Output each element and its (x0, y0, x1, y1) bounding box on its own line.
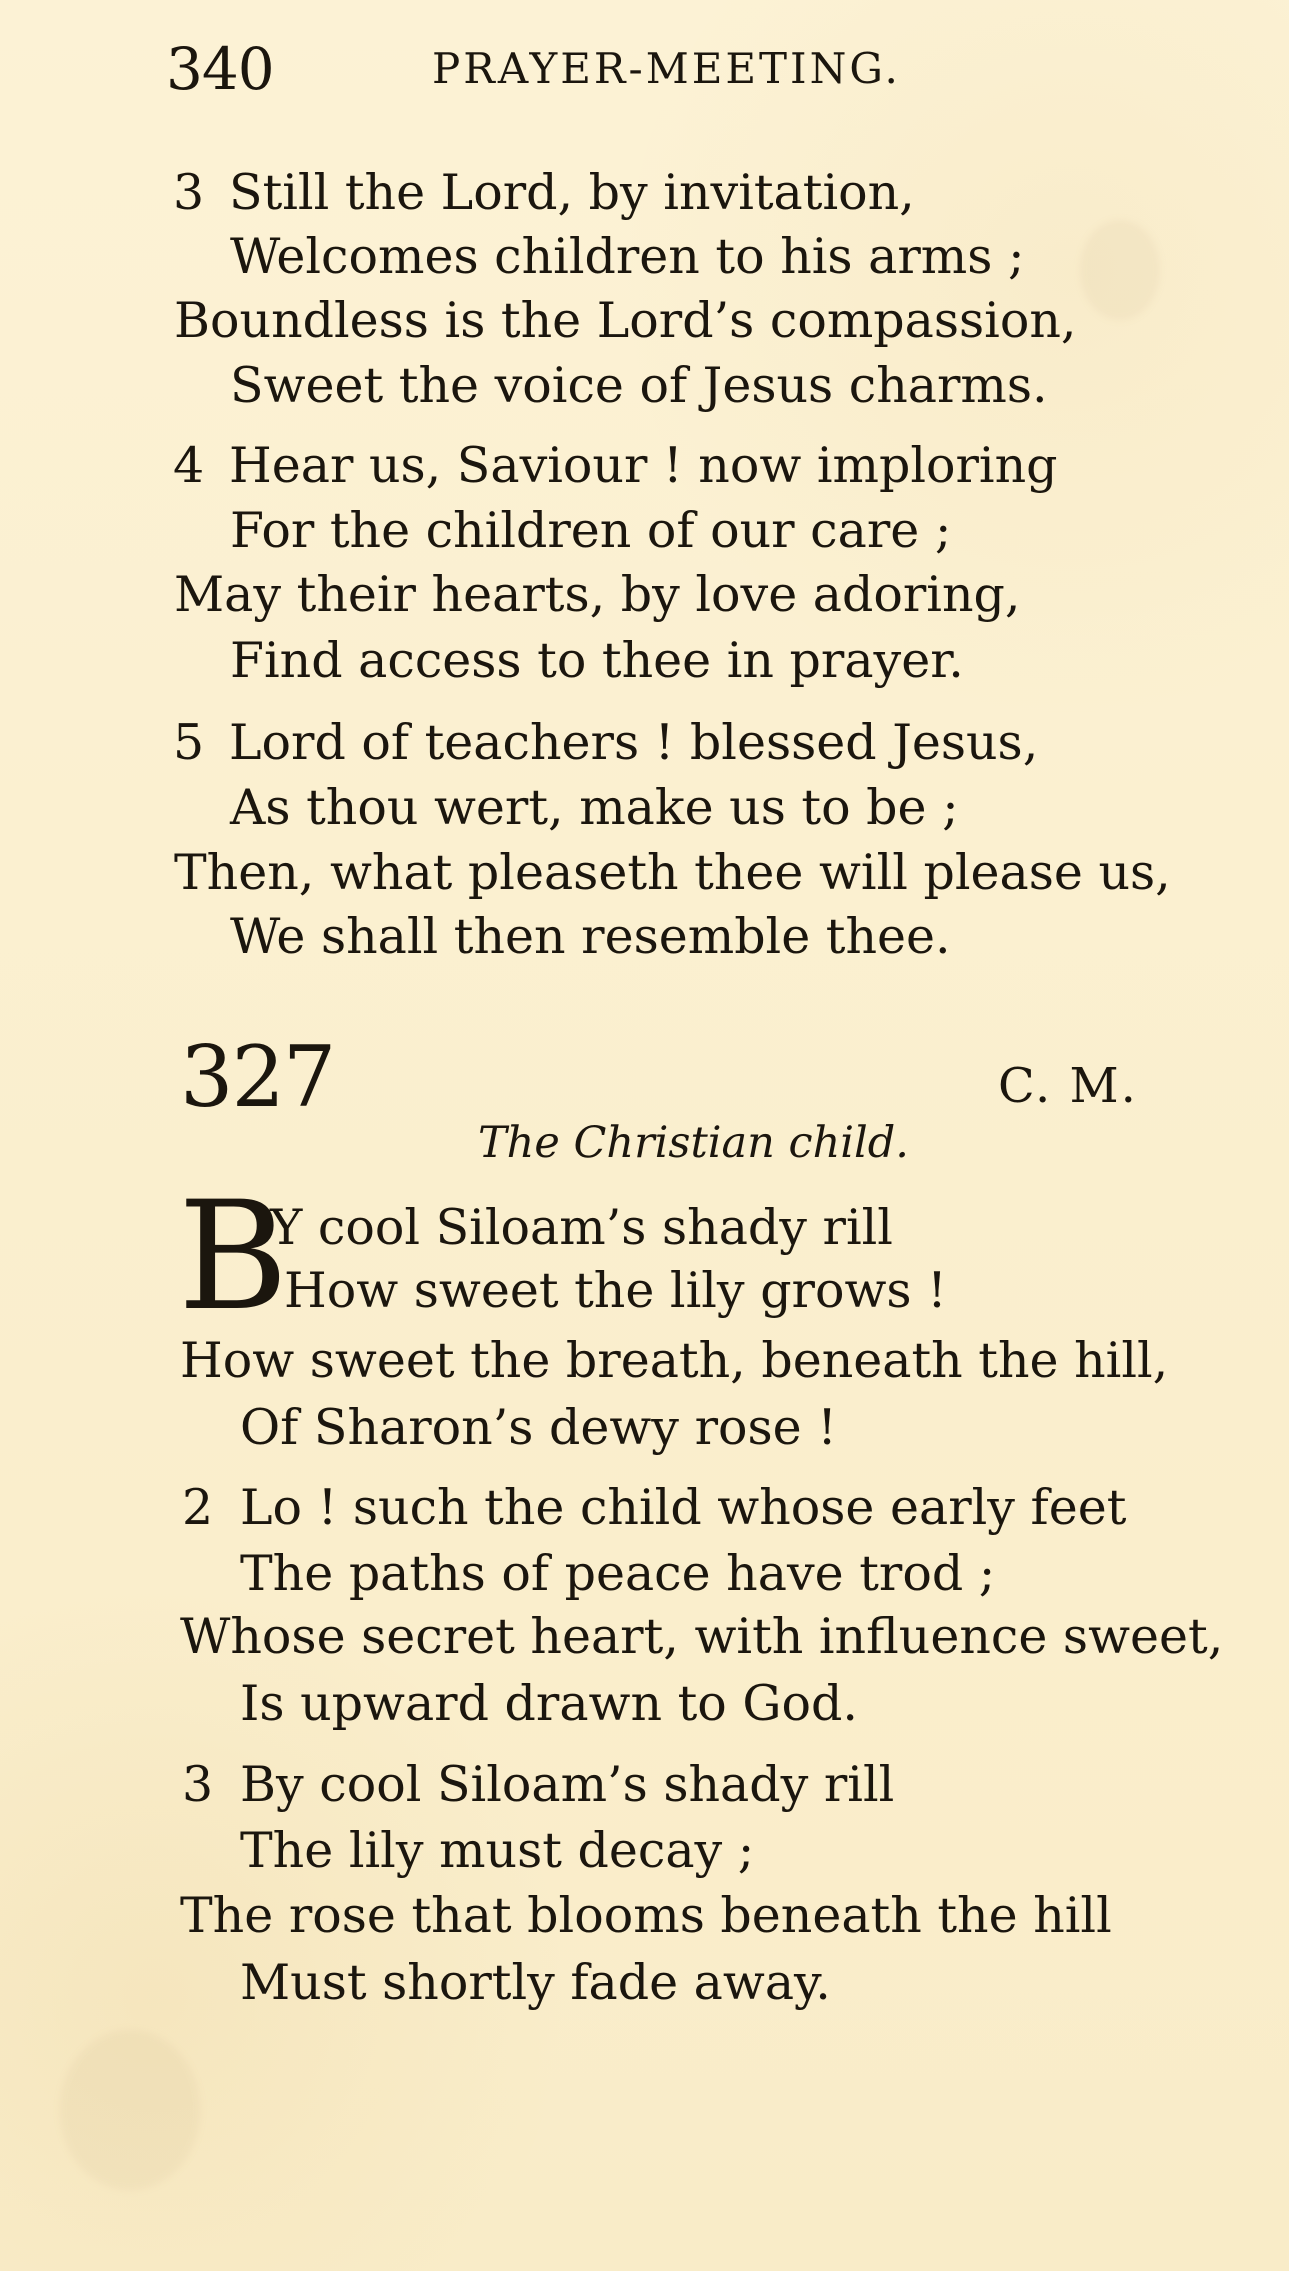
hymn-number: 327 (180, 1028, 335, 1126)
hymn-327-stanza-2-line-4: Is upward drawn to God. (240, 1675, 858, 1732)
page-number: 340 (166, 35, 274, 103)
stanza-number: 5 (173, 714, 205, 771)
hymn-327-stanza-3-line-3: The rose that blooms beneath the hill (180, 1887, 1112, 1944)
hymn-327-stanza-3-line-4: Must shortly fade away. (240, 1954, 831, 2011)
stanza-4-line-4: Find access to thee in prayer. (230, 632, 964, 689)
stanza-3-line-4: Sweet the voice of Jesus charms. (230, 357, 1048, 414)
stanza-3-line-2: Welcomes children to his arms ; (230, 228, 1025, 285)
stanza-4-line-3: May their hearts, by love adoring, (174, 566, 1021, 623)
paper-stain (60, 2030, 200, 2190)
hymn-327-line-1: Y cool Siloam’s shady rill (270, 1199, 893, 1256)
stanza-number: 4 (173, 437, 205, 494)
stanza-5-line-4: We shall then resemble thee. (230, 908, 951, 965)
hymn-327-line-3: How sweet the breath, beneath the hill, (180, 1332, 1169, 1389)
hymn-line-text: Hear us, Saviour ! now imploring (229, 437, 1058, 494)
stanza-number: 3 (182, 1756, 214, 1813)
stanza-number: 3 (173, 164, 205, 221)
stanza-3-line-3: Boundless is the Lord’s compassion, (174, 292, 1077, 349)
hymn-line-text: Still the Lord, by invitation, (229, 164, 915, 221)
stanza-4-line-2: For the children of our care ; (230, 502, 952, 559)
hymn-327-stanza-2-line-2: The paths of peace have trod ; (240, 1545, 996, 1602)
hymn-327-line-4: Of Sharon’s dewy rose ! (240, 1399, 837, 1456)
hymn-line-text: By cool Siloam’s shady rill (240, 1756, 895, 1813)
paper-stain (1080, 220, 1160, 320)
drop-cap: B (178, 1170, 289, 1344)
stanza-number: 2 (182, 1479, 214, 1536)
hymn-line-text: Lo ! such the child whose early feet (240, 1479, 1127, 1536)
hymn-meter: C. M. (998, 1058, 1138, 1114)
hymn-327-stanza-2-line-3: Whose secret heart, with influence sweet, (180, 1608, 1224, 1665)
page-header (166, 35, 1206, 110)
stanza-5-line-2: As thou wert, make us to be ; (230, 779, 959, 836)
hymn-title: The Christian child. (478, 1118, 909, 1168)
stanza-5-line-3: Then, what pleaseth thee will please us, (174, 844, 1171, 901)
hymn-327-stanza-3-line-2: The lily must decay ; (240, 1822, 755, 1879)
running-head: PRAYER-MEETING. (432, 44, 901, 93)
hymn-line-text: Lord of teachers ! blessed Jesus, (229, 714, 1039, 771)
hymn-327-line-2: How sweet the lily grows ! (284, 1262, 947, 1319)
